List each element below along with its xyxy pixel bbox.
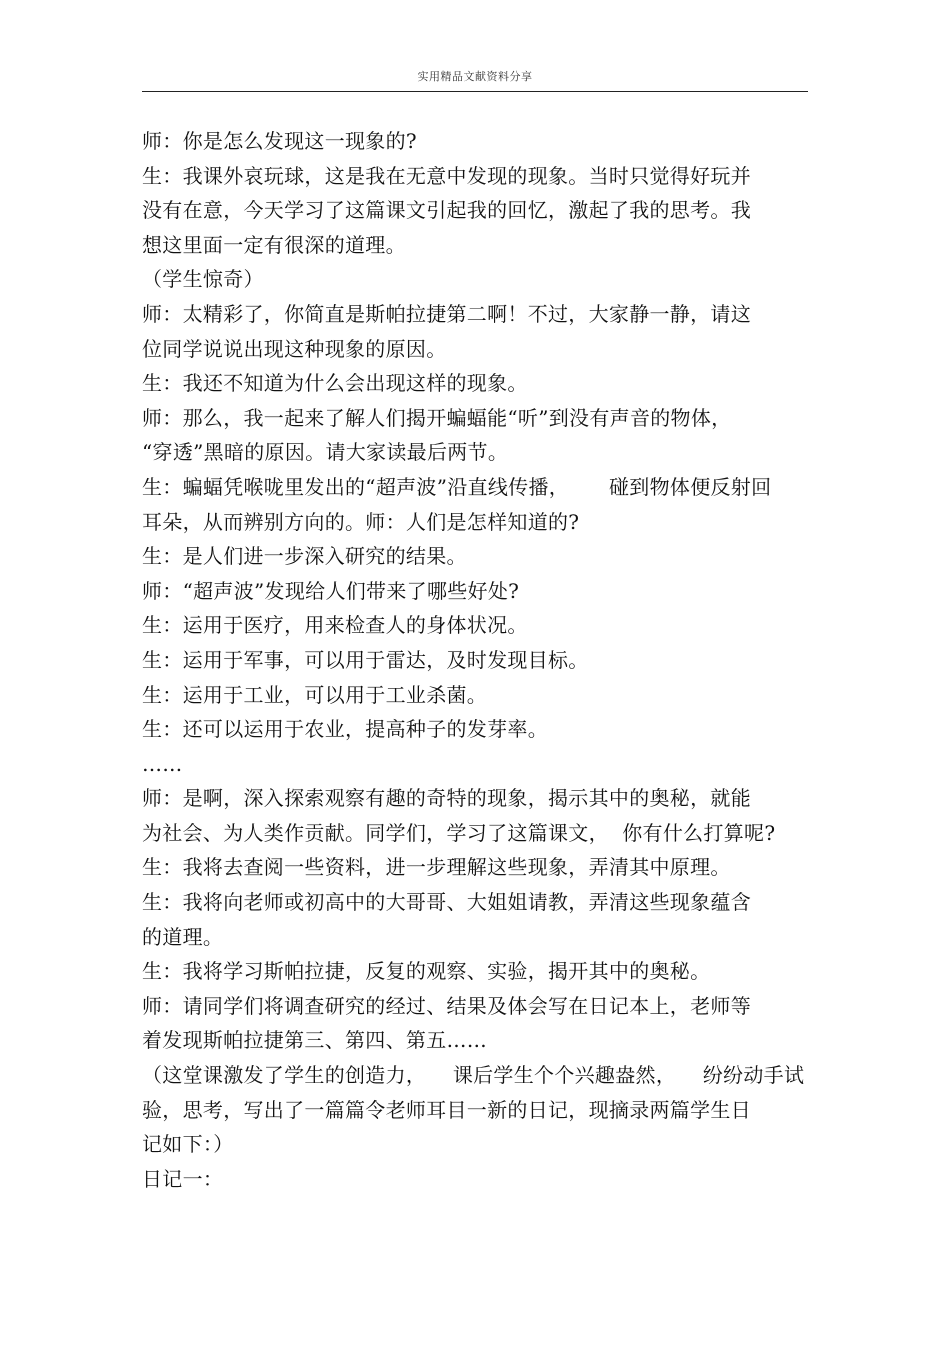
page-header: [142, 0, 808, 92]
text-line: 生：是人们进一步深入研究的结果。: [142, 544, 467, 569]
text-line: 生：我将学习斯帕拉捷，反复的观察、实验，揭开其中的奥秘。: [142, 959, 711, 984]
text-line: 生：还可以运用于农业，提高种子的发芽率。: [142, 717, 548, 742]
text-line: “穿透”黑暗的原因。请大家读最后两节。: [142, 440, 509, 465]
text-line: 师：请同学们将调查研究的经过、结果及体会写在日记本上，老师等: [142, 993, 751, 1018]
text-line: 师：是啊，深入探索观察有趣的奇特的现象，揭示其中的奥秘，就能: [142, 786, 751, 811]
text-line: 为社会、为人类作贡献。同学们，学习了这篇课文， 你有什么打算呢?: [142, 820, 776, 845]
text-line: 生：运用于医疗，用来检查人的身体状况。: [142, 613, 528, 638]
text-line: ……: [142, 751, 183, 776]
text-line: 的道理。: [142, 924, 224, 949]
text-line: 师：你是怎么发现这一现象的?: [142, 129, 417, 153]
text-line: 生：我将向老师或初高中的大哥哥、大姐姐请教，弄清这些现象蕴含: [142, 890, 751, 915]
header-title: 实用精品文献资料分享: [417, 70, 533, 83]
text-line: 想这里面一定有很深的道理。: [142, 232, 406, 257]
text-line: 记如下：）: [142, 1132, 234, 1157]
text-line: 位同学说说出现这种现象的原因。: [142, 336, 447, 361]
text-line: 日记一：: [142, 1166, 224, 1191]
text-line: （这堂课激发了学生的创造力， 课后学生个个兴趣盎然， 纷纷动手试: [142, 1063, 805, 1088]
text-line: 生：蝙蝠凭喉咙里发出的“超声波”沿直线传播， 碰到物体便反射回: [142, 474, 772, 499]
text-line: 没有在意，今天学习了这篇课文引起我的回忆，激起了我的思考。我: [142, 198, 751, 223]
text-line: 生：运用于军事，可以用于雷达，及时发现目标。: [142, 647, 589, 672]
text-line: （学生惊奇）: [142, 267, 264, 292]
text-line: 师：那么，我一起来了解人们揭开蝙蝠能“听”到没有声音的物体，: [142, 405, 732, 430]
text-line: 生：运用于工业，可以用于工业杀菌。: [142, 682, 488, 707]
text-line: 师：太精彩了，你简直是斯帕拉捷第二啊！不过，大家静一静，请这: [142, 301, 751, 326]
text-line: 验，思考，写出了一篇篇令老师耳目一新的日记，现摘录两篇学生日: [142, 1097, 751, 1122]
document-body: [142, 124, 808, 1196]
text-line: 生：我课外哀玩球，这是我在无意中发现的现象。当时只觉得好玩并: [142, 163, 751, 188]
text-line: 生：我还不知道为什么会出现这样的现象。: [142, 371, 528, 396]
text-line: 生：我将去查阅一些资料，进一步理解这些现象，弄清其中原理。: [142, 855, 731, 880]
text-line: 着发现斯帕拉捷第三、第四、第五……: [142, 1028, 488, 1053]
text-line: 师：“超声波”发现给人们带来了哪些好处?: [142, 578, 520, 603]
text-line: 耳朵，从而辨别方向的。师：人们是怎样知道的?: [142, 509, 580, 534]
